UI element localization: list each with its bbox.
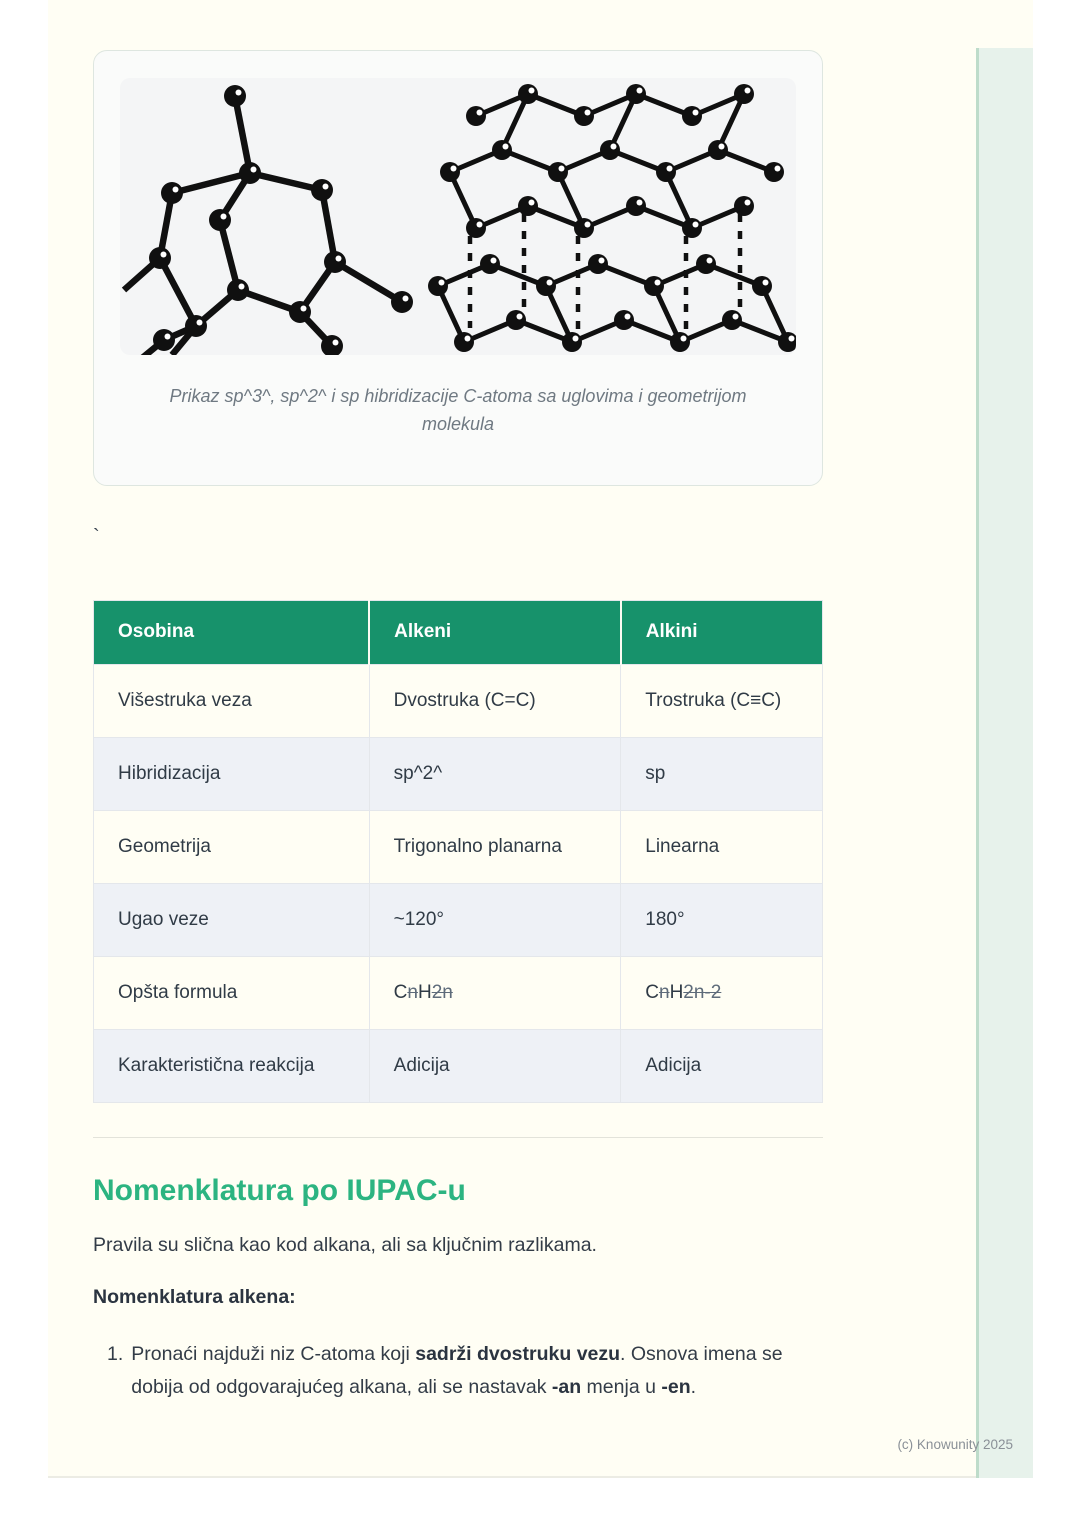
text: ~120°: [393, 908, 445, 930]
text: . Osnova imena se dobija od odgovarajućeg alkana, ali se nastavak: [131, 1342, 783, 1398]
table-row: [94, 883, 823, 956]
text: Geometrija: [118, 835, 211, 857]
table-cell: [369, 737, 621, 810]
table-cell: [94, 956, 370, 1029]
text: Hibridizacija: [118, 762, 221, 784]
section-divider: [93, 1137, 823, 1138]
table-cell: [621, 810, 823, 883]
table-header-cell: Alkeni: [369, 600, 621, 664]
list-item-text: [131, 1338, 823, 1404]
text: Karakteristična reakcija: [118, 1054, 315, 1076]
document-page: [48, 0, 1033, 1478]
table-row: [94, 1029, 823, 1102]
figure-card: [93, 50, 823, 486]
table-row: [94, 810, 823, 883]
text: C: [393, 981, 408, 1003]
text: .: [690, 1375, 697, 1398]
table-cell: [369, 810, 621, 883]
table-row: [94, 737, 823, 810]
table-row: [94, 664, 823, 737]
text: Adicija: [645, 1054, 702, 1076]
document-content: [93, 0, 823, 1403]
bold-text: sadrži dvostruku vezu: [415, 1342, 621, 1365]
alkene-alkyne-comparison-table: [93, 600, 823, 1103]
text: Trostruka (C≡C): [645, 689, 782, 711]
table-body: [94, 664, 823, 1102]
text: Dvostruka (C=C): [393, 689, 536, 711]
text: C: [645, 981, 659, 1003]
table-cell: [369, 1029, 621, 1102]
table-cell: [369, 664, 621, 737]
struck-text: n: [407, 981, 418, 1003]
table-cell: [94, 1029, 370, 1102]
struck-text: 2n-2: [683, 981, 722, 1003]
bold-text: -en: [661, 1375, 691, 1398]
table-cell: [621, 883, 823, 956]
table-header-cell: Osobina: [94, 600, 370, 664]
right-accent-strip: [976, 48, 1033, 1478]
bold-text: -an: [551, 1375, 582, 1398]
ordered-list: [93, 1338, 823, 1404]
text: menja u: [581, 1375, 662, 1398]
text: Opšta formula: [118, 981, 238, 1003]
text: Višestruka veza: [118, 689, 252, 711]
stray-backtick: `: [93, 525, 100, 548]
table-cell: [94, 810, 370, 883]
molecule-structures-illustration: [120, 78, 796, 355]
text: Adicija: [393, 1054, 450, 1076]
list-item-number: 1.: [107, 1342, 124, 1365]
text: sp^2^: [393, 762, 443, 784]
copyright-note: (c) Knowunity 2025: [897, 1437, 1013, 1452]
table-cell: [369, 956, 621, 1029]
text: 180°: [645, 908, 685, 930]
table-head: [94, 600, 823, 664]
table-cell: [621, 737, 823, 810]
text: Linearna: [645, 835, 720, 857]
table-header-cell: Alkini: [621, 600, 823, 664]
text: Ugao veze: [118, 908, 209, 930]
table-cell: [621, 664, 823, 737]
text: Trigonalno planarna: [393, 835, 562, 857]
table-cell: [94, 883, 370, 956]
table-cell: [621, 956, 823, 1029]
sub-heading: Nomenklatura alkena:: [93, 1285, 296, 1308]
text: H: [417, 981, 432, 1003]
intro-paragraph: Pravila su slična kao kod alkana, ali sa ključnim razlikama.: [93, 1233, 597, 1256]
table-row: [94, 956, 823, 1029]
text: H: [669, 981, 684, 1003]
struck-text: n: [658, 981, 670, 1003]
table-cell: [621, 1029, 823, 1102]
text: sp: [645, 762, 666, 784]
molecule-figure: [120, 78, 796, 355]
table-cell: [369, 883, 621, 956]
table-header-row: [94, 600, 823, 664]
struck-text: 2n: [431, 981, 453, 1003]
text: Pronaći najduži niz C-atoma koji: [131, 1342, 416, 1365]
list-item: [107, 1338, 823, 1404]
figure-caption: Prikaz sp^3^, sp^2^ i sp hibridizacije C-atoma sa uglovima i geometrijom molekula: [169, 386, 747, 434]
table-cell: [94, 664, 370, 737]
table-cell: [94, 737, 370, 810]
section-heading: Nomenklatura po IUPAC-u: [93, 1173, 466, 1207]
